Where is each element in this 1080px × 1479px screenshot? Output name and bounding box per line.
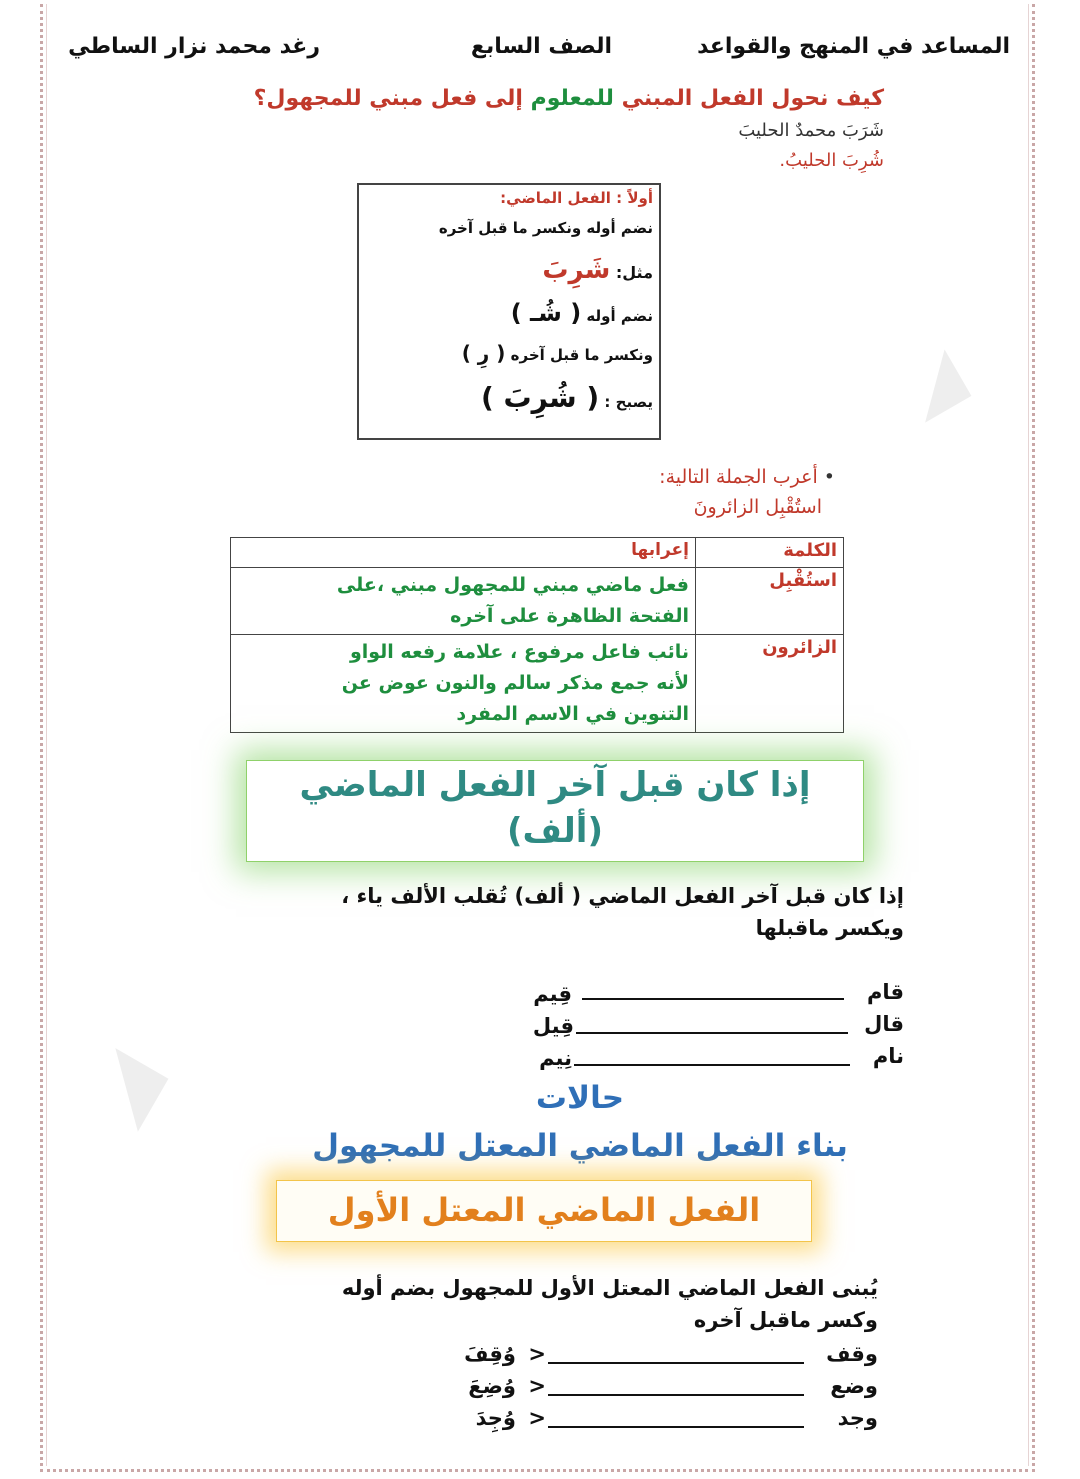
result-label: يصبح :	[604, 393, 653, 411]
header-irab: إعرابها	[231, 538, 696, 568]
header-grade: الصف السابع	[470, 34, 612, 59]
case-example-to: وُقِفَ	[464, 1342, 516, 1366]
case-example-from: وضع	[830, 1374, 878, 1398]
rule-step2	[462, 341, 653, 365]
case-arrow: <	[528, 1342, 546, 1366]
rule-result	[481, 381, 653, 414]
header-book: المساعد في المنهج والقواعد	[697, 34, 1010, 59]
rule-step1	[511, 299, 653, 327]
question-part1: كيف نحول الفعل المبني	[613, 86, 884, 111]
instruction-text: أعرب الجملة التالية:	[659, 466, 818, 488]
case-rule-line2: وكسر ماقبل آخره	[693, 1308, 878, 1332]
question-part2: للمعلوم	[530, 86, 614, 111]
step2-value: ( رِ )	[461, 341, 506, 365]
cases-title: حالات	[535, 1080, 625, 1116]
alif-example-from: قام	[866, 980, 904, 1004]
cases-subtitle: بناء الفعل الماضي المعتل للمجهول	[312, 1128, 848, 1164]
row1-irab	[231, 568, 696, 635]
bullet: •	[823, 466, 835, 488]
question-title	[254, 86, 884, 111]
case-example-to: وُجِدَ	[475, 1406, 516, 1430]
row2-irab	[231, 635, 696, 733]
step1-label: نضم أوله	[586, 307, 653, 325]
rule-example	[542, 255, 653, 285]
irab-line: فعل ماضي مبني للمجهول مبني ،على	[336, 574, 689, 596]
example-line	[582, 998, 844, 1000]
table-row	[231, 635, 844, 733]
irab-line: نائب فاعل مرفوع ، علامة رفعه الواو	[349, 641, 689, 663]
example-word: شَرِبَ	[542, 255, 611, 285]
rule-heading: أولاً : الفعل الماضي:	[500, 189, 653, 207]
example-passive: شُرِبَ الحليبُ.	[779, 150, 884, 171]
exercise-sentence: استُقْبِل الزائرونَ	[693, 496, 822, 518]
question-part3: إلى فعل مبني للمجهول؟	[253, 86, 531, 111]
example-line	[548, 1426, 804, 1428]
alif-rule-line1: إذا كان قبل آخر الفعل الماضي ( ألف) تُقلب الألف ياء ،	[341, 884, 904, 908]
step2-label: ونكسر ما قبل آخره	[510, 346, 653, 364]
example-line	[548, 1362, 804, 1364]
example-line	[574, 1064, 850, 1066]
alif-example-from: قال	[864, 1012, 904, 1036]
alif-example-to: قِيم	[533, 982, 572, 1006]
case-box-title: الفعل الماضي المعتل الأول	[327, 1191, 761, 1229]
rule-text: نضم أوله ونكسر ما قبل آخره	[438, 219, 653, 237]
alif-example-to: نِيم	[539, 1046, 572, 1070]
alif-example-from: نام	[872, 1044, 904, 1068]
rule-box	[357, 183, 661, 440]
header-word: الكلمة	[696, 538, 844, 568]
header-author: رغد محمد نزار الساطي	[68, 34, 320, 59]
example-label: مثل:	[615, 263, 653, 282]
watermark: ◢	[888, 332, 976, 430]
alif-title-line1: إذا كان قبل آخر الفعل الماضي	[299, 765, 811, 805]
case-arrow: <	[528, 1406, 546, 1430]
irab-line: التنوين في الاسم المفرد	[456, 703, 689, 725]
step1-value: ( شُـ )	[510, 299, 582, 327]
alif-title-box	[246, 760, 864, 862]
exercise-instruction	[659, 466, 835, 488]
row1-word: استُقْبِل	[696, 568, 844, 635]
irab-line: الفتحة الظاهرة على آخره	[450, 605, 689, 627]
case-title-box	[276, 1180, 812, 1242]
irab-table	[230, 537, 844, 733]
case-example-to: وُضِعَ	[468, 1374, 516, 1398]
case-arrow: <	[528, 1374, 546, 1398]
watermark: ◢	[65, 1036, 177, 1137]
result-value: ( شُرِبَ )	[481, 381, 600, 414]
alif-example-to: قِيل	[532, 1014, 574, 1038]
example-line	[576, 1032, 848, 1034]
irab-line: لأنه جمع مذكر سالم والنون عوض عن	[341, 672, 689, 694]
row2-word: الزائرون	[696, 635, 844, 733]
alif-rule-line2: ويكسر ماقبلها	[755, 916, 904, 940]
case-example-from: وجد	[837, 1406, 878, 1430]
case-rule-line1: يُبنى الفعل الماضي المعتل الأول للمجهول بضم أوله	[341, 1276, 878, 1300]
example-line	[548, 1394, 804, 1396]
table-row	[231, 568, 844, 635]
example-active: شَرَبَ محمدٌ الحليبَ	[738, 120, 884, 141]
alif-title-line2: (ألف)	[507, 811, 603, 851]
case-example-from: وقف	[826, 1342, 878, 1366]
table-header-row	[231, 538, 844, 568]
